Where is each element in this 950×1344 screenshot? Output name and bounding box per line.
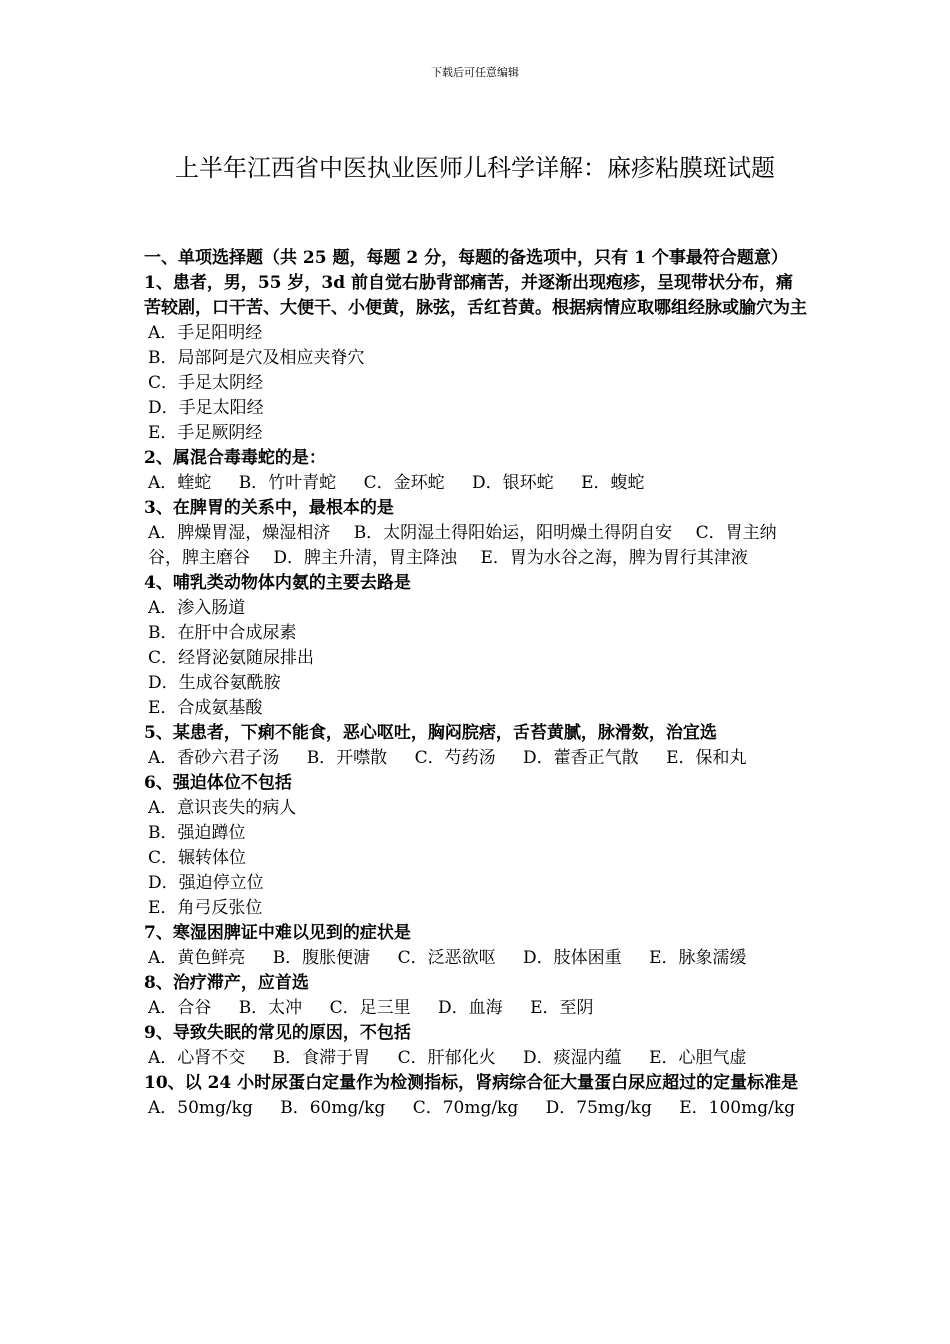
question-10-option-b: B．60mg/kg [280, 1098, 386, 1118]
question-4-option-b: B．在肝中合成尿素 [148, 623, 297, 643]
question-1-option-e: E．手足厥阴经 [148, 423, 263, 443]
question-8-stem: 8、治疗滞产，应首选 [144, 973, 309, 993]
question-9-option-a: A．心肾不交 [148, 1048, 246, 1068]
question-6-option-d: D．强迫停立位 [148, 873, 264, 893]
question-5-option-d: D．藿香正气散 [523, 748, 639, 768]
question-7-option-c: C．泛恶欲呕 [397, 948, 496, 968]
question-9-option-b: B．食滞于胃 [272, 1048, 371, 1068]
question-2-options [144, 471, 808, 496]
question-3-stem: 3、在脾胃的关系中，最根本的是 [144, 498, 394, 518]
question-3-option-c: C．胃主纳谷，脾主磨谷 [148, 523, 777, 568]
question-5-option-a: A．香砂六君子汤 [148, 748, 280, 768]
question-5-stem: 5、某患者，下痢不能食，恶心呕吐，胸闷脘痞，舌苔黄腻，脉滑数，治宜选 [144, 723, 717, 743]
question-7-option-b: B．腹胀便溏 [272, 948, 371, 968]
document-title: 上半年江西省中医执业医师儿科学详解：麻疹粘膜斑试题 [175, 154, 775, 182]
question-8-option-d: D．血海 [438, 998, 503, 1018]
question-4-option-c: C．经肾泌氨随尿排出 [148, 648, 315, 668]
question-7-options [144, 946, 808, 971]
question-3-option-a: A．脾燥胃湿，燥湿相济 [148, 523, 331, 543]
question-2-option-a: A．蝰蛇 [148, 473, 212, 493]
question-9-option-d: D．痰湿内蕴 [523, 1048, 622, 1068]
question-8-option-a: A．合谷 [148, 998, 212, 1018]
question-2-option-d: D．银环蛇 [472, 473, 554, 493]
question-10-option-d: D．75mg/kg [545, 1098, 652, 1118]
question-1-stem: 1、患者，男，55 岁，3d 前自觉右胁背部痛苦，并逐渐出现疱疹，呈现带状分布，痛苦较剧，口干苦、大便干、小便黄，脉弦，舌红苔黄。根据病情应取哪组经脉或腧穴为主 [144, 273, 807, 318]
question-8-option-e: E．至阴 [530, 998, 594, 1018]
question-5-option-e: E．保和丸 [666, 748, 747, 768]
question-6-option-a: A．意识丧失的病人 [148, 798, 297, 818]
question-10-option-e: E．100mg/kg [679, 1098, 796, 1118]
question-8-options [144, 996, 808, 1021]
question-3-option-d: D．脾主升清，胃主降浊 [273, 548, 458, 568]
question-4-option-d: D．生成谷氨酰胺 [148, 673, 281, 693]
question-5-option-b: B．开噤散 [306, 748, 388, 768]
question-7-option-d: D．肢体困重 [523, 948, 622, 968]
question-7-option-e: E．脉象濡缓 [649, 948, 747, 968]
question-2-stem: 2、属混合毒毒蛇的是： [144, 448, 326, 468]
question-10-stem: 10、以 24 小时尿蛋白定量作为检测指标，肾病综合征大量蛋白尿应超过的定量标准是 [144, 1073, 799, 1093]
question-9-stem: 9、导致失眠的常见的原因，不包括 [144, 1023, 411, 1043]
question-4-stem: 4、哺乳类动物体内氨的主要去路是 [144, 573, 411, 593]
question-5-option-c: C．芍药汤 [414, 748, 496, 768]
question-7-stem: 7、寒湿困脾证中难以见到的症状是 [144, 923, 411, 943]
document-body [144, 246, 808, 1121]
question-7-option-a: A．黄色鲜亮 [148, 948, 246, 968]
question-3-options [144, 521, 808, 571]
question-4-option-a: A．渗入肠道 [148, 598, 246, 618]
page-header-note: 下载后可任意编辑 [431, 66, 519, 79]
question-9-option-c: C．肝郁化火 [397, 1048, 496, 1068]
question-6-option-c: C．辗转体位 [148, 848, 247, 868]
question-9-options [144, 1046, 808, 1071]
question-8-option-b: B．太冲 [238, 998, 303, 1018]
question-6-stem: 6、强迫体位不包括 [144, 773, 292, 793]
question-1-option-d: D．手足太阳经 [148, 398, 264, 418]
question-1-option-a: A．手足阳明经 [148, 323, 263, 343]
question-6-option-e: E．角弓反张位 [148, 898, 263, 918]
question-2-option-b: B．竹叶青蛇 [238, 473, 337, 493]
question-4-option-e: E．合成氨基酸 [148, 698, 263, 718]
section-heading: 一、单项选择题（共 25 题，每题 2 分，每题的备选项中，只有 1 个事最符合题意） [144, 248, 788, 268]
question-10-options [144, 1096, 808, 1121]
question-1-option-b: B．局部阿是穴及相应夹脊穴 [148, 348, 365, 368]
question-3-option-e: E．胃为水谷之海，脾为胃行其津液 [480, 548, 748, 568]
question-6-option-b: B．强迫蹲位 [148, 823, 246, 843]
question-2-option-e: E．蝮蛇 [581, 473, 645, 493]
question-2-option-c: C．金环蛇 [363, 473, 445, 493]
question-3-option-b: B．太阴湿土得阳始运，阳明燥土得阴自安 [353, 523, 673, 543]
question-10-option-c: C．70mg/kg [412, 1098, 519, 1118]
question-9-option-e: E．心胆气虚 [649, 1048, 747, 1068]
question-1-option-c: C．手足太阴经 [148, 373, 264, 393]
question-5-options [144, 746, 808, 771]
question-10-option-a: A．50mg/kg [148, 1098, 253, 1118]
question-8-option-c: C．足三里 [329, 998, 411, 1018]
